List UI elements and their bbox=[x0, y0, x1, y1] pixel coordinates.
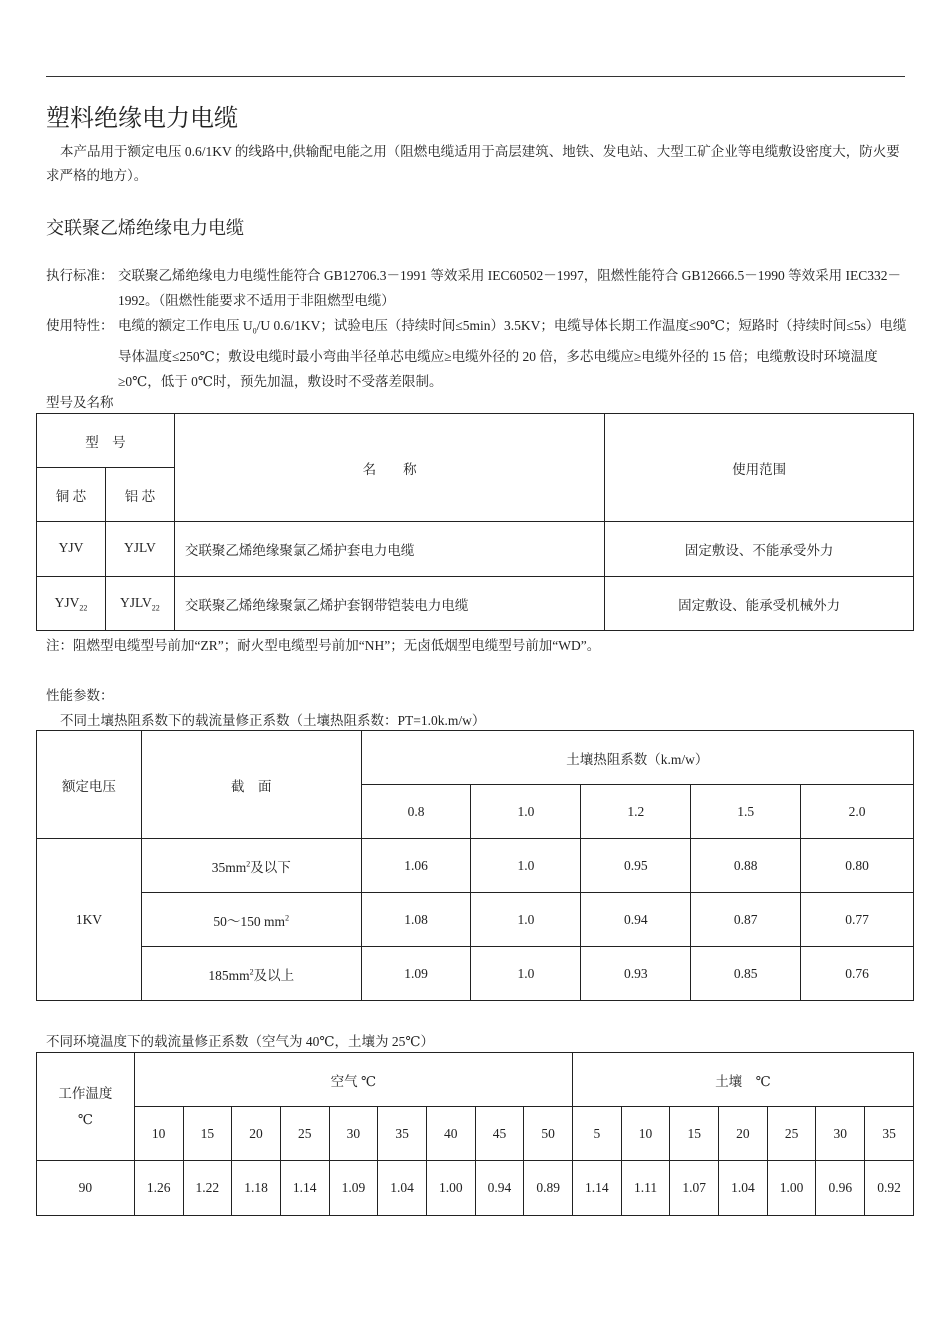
table-row bbox=[37, 947, 914, 1001]
soil-temp-col: 10 bbox=[621, 1107, 670, 1161]
soil-col: 1.2 bbox=[581, 785, 691, 839]
cell: 1.26 bbox=[134, 1161, 183, 1216]
soil-temp-col: 30 bbox=[816, 1107, 865, 1161]
cell: 0.94 bbox=[475, 1161, 524, 1216]
cable-name: 交联聚乙烯绝缘聚氯乙烯护套钢带铠装电力电缆 bbox=[174, 577, 604, 631]
cell: 1.22 bbox=[183, 1161, 232, 1216]
cell: 1.0 bbox=[471, 893, 581, 947]
soil-caption: 不同土壤热阻系数下的载流量修正系数（土壤热阻系数：PT=1.0k.m/w） bbox=[60, 713, 486, 728]
cell: 0.87 bbox=[691, 893, 801, 947]
cell: 0.94 bbox=[581, 893, 691, 947]
section-value: $185mm^2$及以上 bbox=[141, 947, 361, 1001]
air-col: 25 bbox=[280, 1107, 329, 1161]
page-title: 塑料绝缘电力电缆 bbox=[46, 104, 238, 132]
soil-col: 0.8 bbox=[361, 785, 471, 839]
air-col: 30 bbox=[329, 1107, 378, 1161]
table-row bbox=[37, 522, 914, 577]
cell: 1.07 bbox=[670, 1161, 719, 1216]
aluminum-model: YJLV bbox=[105, 522, 174, 577]
row-label: 90 bbox=[37, 1161, 135, 1216]
note-text: 注：阻燃型电缆型号前加“ZR”；耐火型电缆型号前加“NH”；无卤低烟型电缆型号前加“WD”。 bbox=[46, 638, 601, 653]
performance-label: 性能参数： bbox=[46, 688, 114, 703]
cell: 0.77 bbox=[801, 893, 914, 947]
cell: 0.96 bbox=[816, 1161, 865, 1216]
model-table bbox=[36, 413, 914, 631]
voltage-header: 额定电压 bbox=[37, 731, 142, 839]
section-value: 50～150 $mm^2$ bbox=[141, 893, 361, 947]
usage-label: 使用特性： bbox=[46, 318, 114, 333]
cell: 1.0 bbox=[471, 947, 581, 1001]
cell: 1.18 bbox=[232, 1161, 281, 1216]
soil-temp-col: 20 bbox=[719, 1107, 768, 1161]
soil-temp-col: 5 bbox=[573, 1107, 622, 1161]
soil-temp-col: 15 bbox=[670, 1107, 719, 1161]
cell: 1.08 bbox=[361, 893, 471, 947]
cell: 1.09 bbox=[329, 1161, 378, 1216]
cell: 1.11 bbox=[621, 1161, 670, 1216]
cell: 0.80 bbox=[801, 839, 914, 893]
usage-text: 电缆的额定工作电压 $U_0/U$ 0.6/1KV；试验电压（持续时间≤5min）3.5KV；电缆导体长期工作温度≤90℃；短路时（持续时间≤5s）电缆导体温度≤250℃；敷设电缆时最小弯曲半径单芯电缆应≥电缆外径的 20 倍，多芯电缆应≥电缆外径的 15 倍；电缆敷设时环境温度≥0℃，低于 0℃时，预先加温，敷设时不受落差限制。 bbox=[118, 318, 907, 389]
section-header: 截 面 bbox=[141, 731, 361, 839]
cell: 1.06 bbox=[361, 839, 471, 893]
voltage-value: 1KV bbox=[37, 839, 142, 1001]
cell: 1.04 bbox=[719, 1161, 768, 1216]
standard-paragraph bbox=[46, 263, 908, 313]
soil-header: 土壤热阻系数（k.m/w） bbox=[361, 731, 913, 785]
section-title: 交联聚乙烯绝缘电力电缆 bbox=[46, 218, 244, 239]
header-rule bbox=[46, 76, 905, 77]
usage-paragraph bbox=[46, 313, 908, 394]
soil-resistance-table bbox=[36, 730, 914, 1001]
name-header: 名 称 bbox=[174, 414, 604, 522]
standard-label: 执行标准： bbox=[46, 268, 114, 283]
cell: 0.89 bbox=[524, 1161, 573, 1216]
scope-header: 使用范围 bbox=[605, 414, 914, 522]
table-row bbox=[37, 839, 914, 893]
cell: 1.00 bbox=[426, 1161, 475, 1216]
cell: 1.00 bbox=[767, 1161, 816, 1216]
aluminum-header: 铝 芯 bbox=[105, 468, 174, 522]
model-header: 型 号 bbox=[37, 414, 175, 468]
copper-model: YJV bbox=[37, 522, 106, 577]
standard-text: 交联聚乙烯绝缘电力电缆性能符合 GB12706.3－1991 等效采用 IEC60502－1997，阻燃性能符合 GB12666.5－1990 等效采用 IEC332－1992。（阻燃性能要求不适用于非阻燃型电缆） bbox=[118, 268, 901, 308]
cell: 1.14 bbox=[280, 1161, 329, 1216]
table-row bbox=[37, 893, 914, 947]
soil-col: 1.0 bbox=[471, 785, 581, 839]
cell: 1.04 bbox=[378, 1161, 427, 1216]
intro-paragraph: 本产品用于额定电压 0.6/1KV 的线路中,供输配电能之用（阻燃电缆适用于高层建筑、地铁、发电站、大型工矿企业等电缆敷设密度大，防火要求严格的地方）。 bbox=[46, 144, 900, 183]
usage-scope: 固定敷设、能承受机械外力 bbox=[605, 577, 914, 631]
table-row bbox=[37, 1161, 914, 1216]
cell: 1.14 bbox=[573, 1161, 622, 1216]
temperature-table bbox=[36, 1052, 914, 1216]
soil-temp-col: 35 bbox=[865, 1107, 914, 1161]
air-col: 40 bbox=[426, 1107, 475, 1161]
cell: 1.09 bbox=[361, 947, 471, 1001]
air-header: 空气 ℃ bbox=[134, 1053, 572, 1107]
cell: 0.85 bbox=[691, 947, 801, 1001]
soil-col: 2.0 bbox=[801, 785, 914, 839]
model-caption: 型号及名称 bbox=[46, 395, 114, 410]
table-row bbox=[37, 577, 914, 631]
air-col: 45 bbox=[475, 1107, 524, 1161]
aluminum-model: $YJLV_{22}$ bbox=[105, 577, 174, 631]
soil-temp-header: 土壤 ℃ bbox=[573, 1053, 914, 1107]
cell: 0.92 bbox=[865, 1161, 914, 1216]
copper-header: 铜 芯 bbox=[37, 468, 106, 522]
temperature-caption: 不同环境温度下的载流量修正系数（空气为 40℃，土壤为 25℃） bbox=[46, 1034, 434, 1049]
soil-col: 1.5 bbox=[691, 785, 801, 839]
cell: 0.76 bbox=[801, 947, 914, 1001]
section-value: $35mm^2$及以下 bbox=[141, 839, 361, 893]
cable-name: 交联聚乙烯绝缘聚氯乙烯护套电力电缆 bbox=[174, 522, 604, 577]
cell: 0.95 bbox=[581, 839, 691, 893]
air-col: 15 bbox=[183, 1107, 232, 1161]
air-col: 50 bbox=[524, 1107, 573, 1161]
cell: 0.93 bbox=[581, 947, 691, 1001]
usage-scope: 固定敷设、不能承受外力 bbox=[605, 522, 914, 577]
copper-model: $YJV_{22}$ bbox=[37, 577, 106, 631]
soil-temp-col: 25 bbox=[767, 1107, 816, 1161]
air-col: 35 bbox=[378, 1107, 427, 1161]
air-col: 20 bbox=[232, 1107, 281, 1161]
cell: 0.88 bbox=[691, 839, 801, 893]
cell: 1.0 bbox=[471, 839, 581, 893]
temperature-header: 工作温度 ℃ bbox=[37, 1053, 135, 1161]
air-col: 10 bbox=[134, 1107, 183, 1161]
